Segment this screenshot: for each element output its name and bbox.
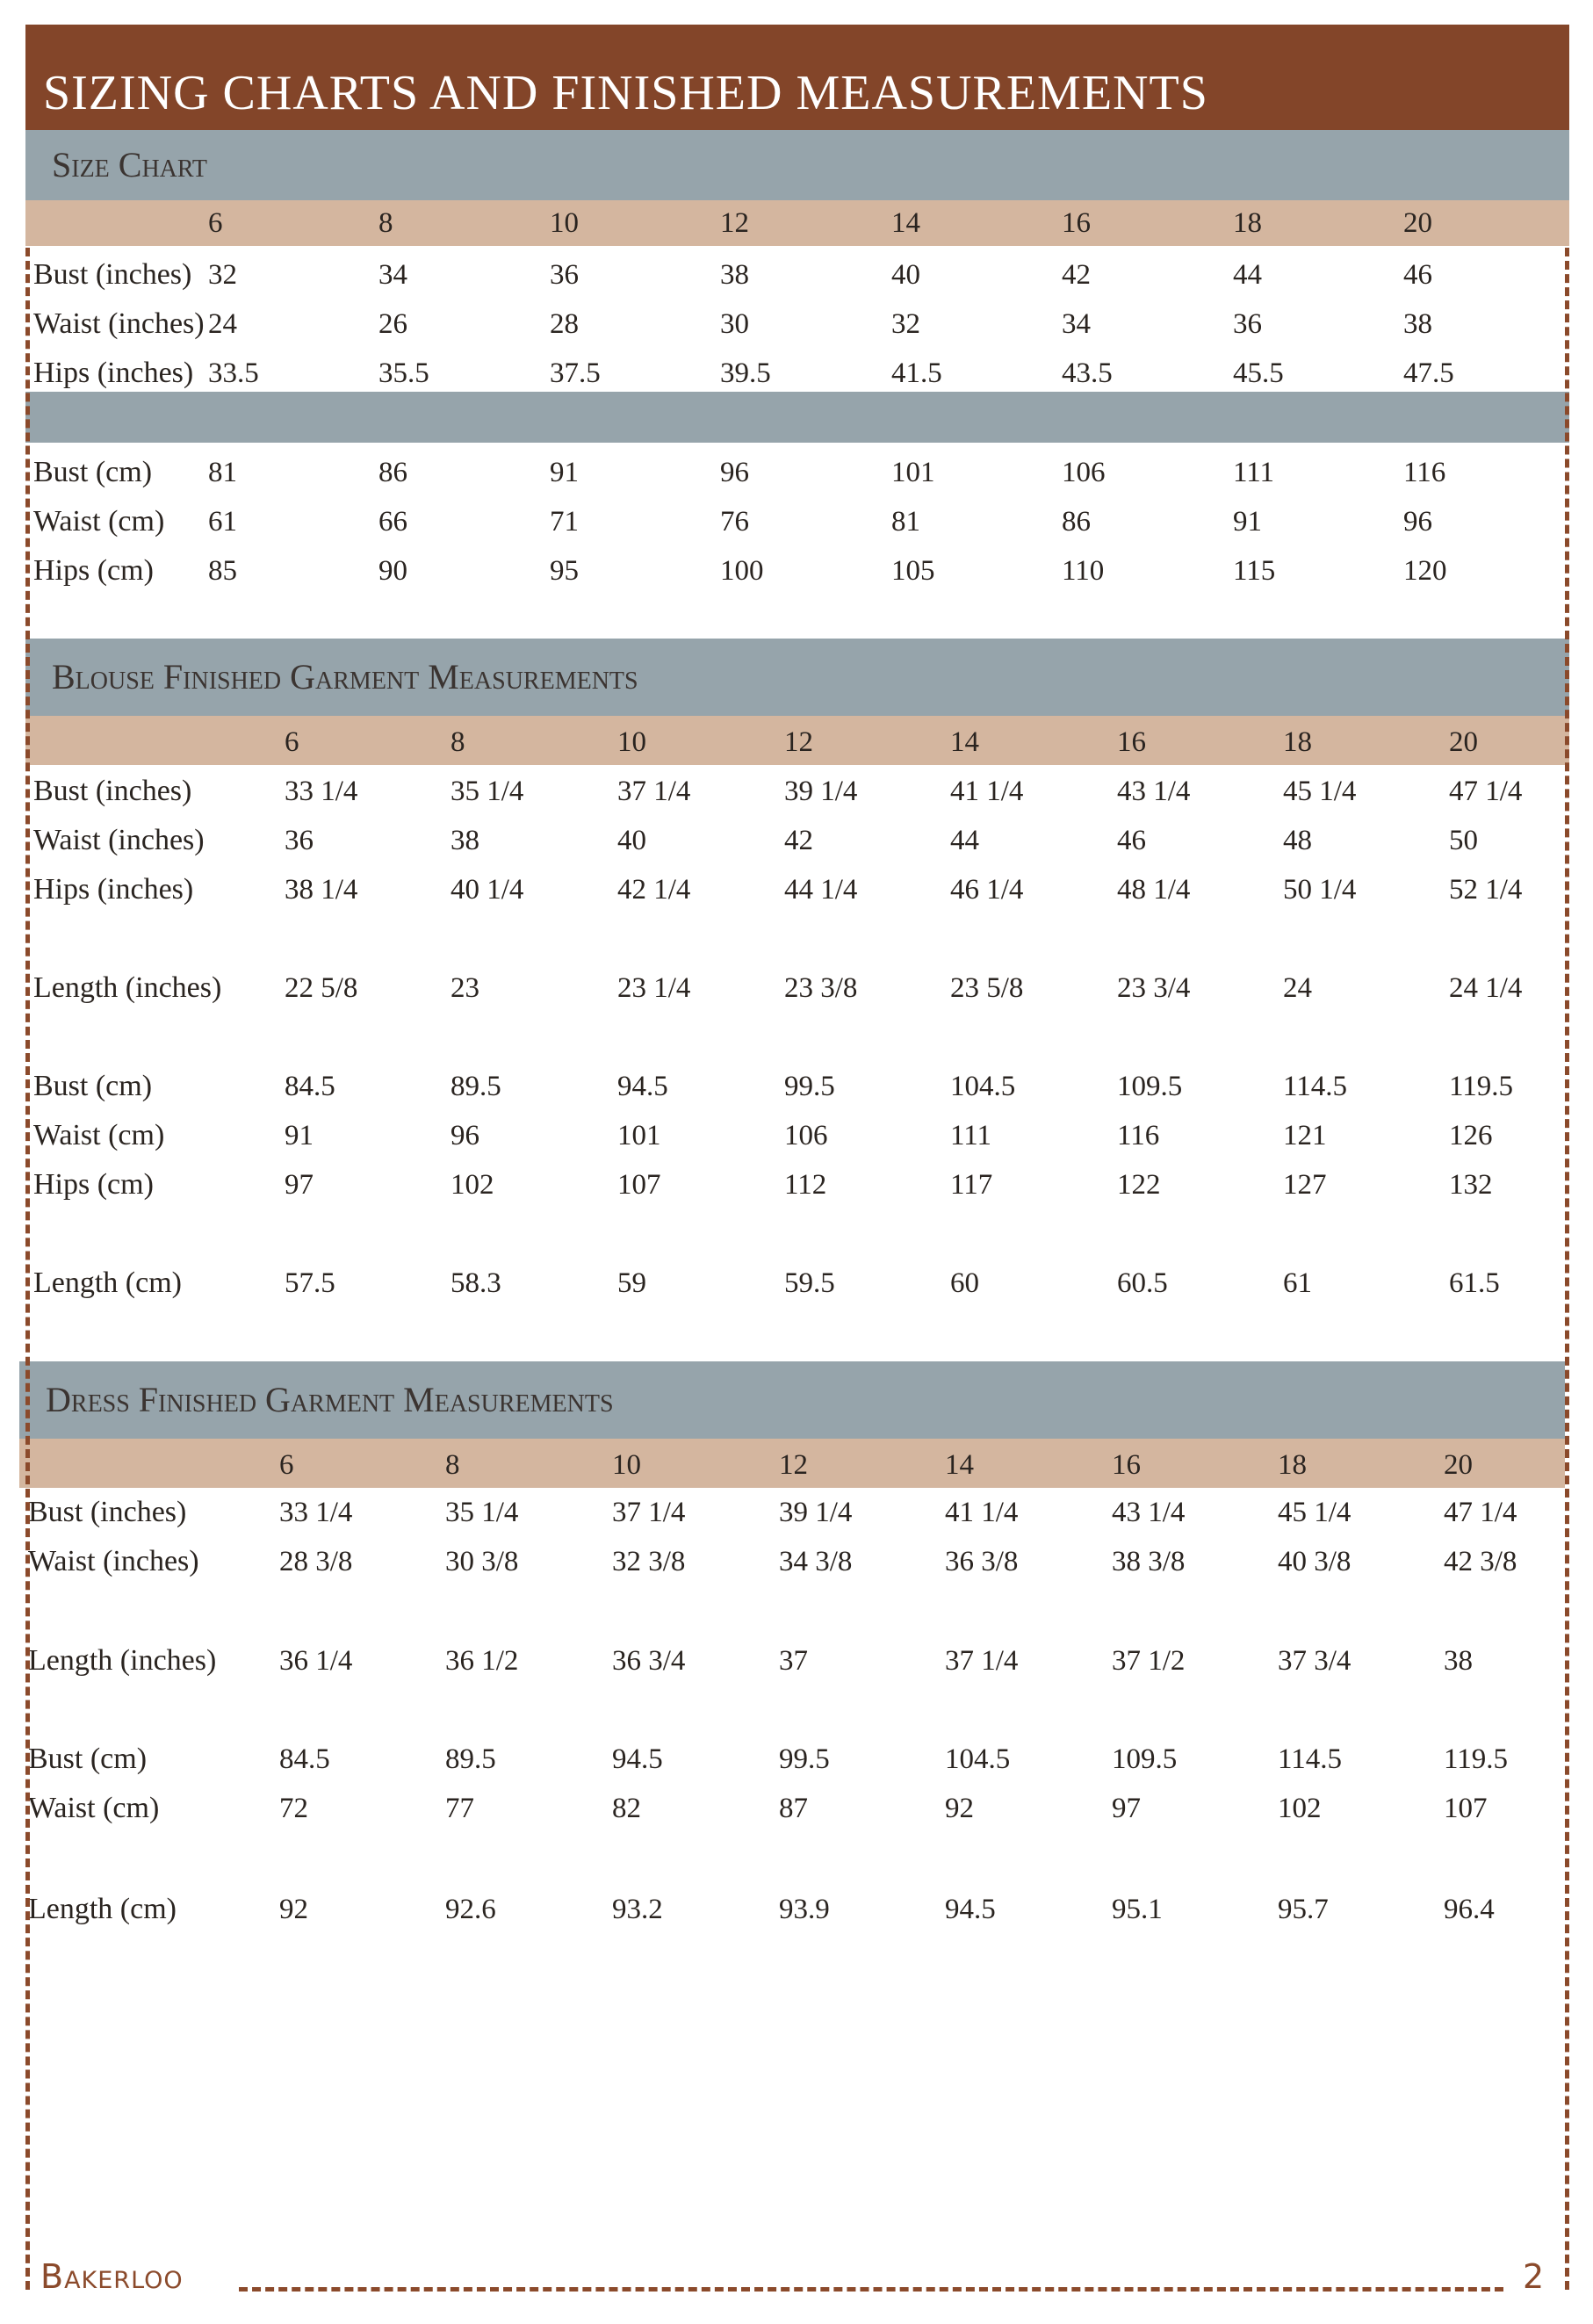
table-cell: 111	[950, 1120, 992, 1151]
size-label: 18	[1278, 1449, 1307, 1481]
table-cell: 47.5	[1403, 357, 1454, 389]
table-cell: 40	[891, 259, 920, 291]
table-cell: 39 1/4	[779, 1497, 853, 1528]
table-cell: 37 1/2	[1112, 1645, 1186, 1677]
table-cell: 101	[891, 457, 935, 488]
table-cell: 91	[550, 457, 579, 488]
page-border-left	[25, 248, 30, 2290]
table-cell: 111	[1233, 457, 1275, 488]
table-cell: 39 1/4	[784, 776, 858, 807]
table-cell: 39.5	[720, 357, 771, 389]
table-cell: 86	[1062, 506, 1091, 538]
size-label: 12	[779, 1449, 808, 1481]
size-label: 6	[208, 207, 223, 239]
table-cell: 59	[617, 1267, 646, 1299]
table-cell: 30	[720, 308, 749, 340]
table-cell: 38 1/4	[285, 874, 358, 906]
table-cell: 87	[779, 1793, 808, 1824]
dress-heading: Dress Finished Garment Measurements	[46, 1380, 614, 1419]
table-cell: 99.5	[784, 1071, 835, 1102]
size-label: 18	[1233, 207, 1262, 239]
size-label: 10	[550, 207, 579, 239]
page-border-right	[1565, 248, 1569, 2290]
table-cell: 24 1/4	[1449, 972, 1523, 1004]
table-cell: 38 3/8	[1112, 1546, 1186, 1577]
table-cell: 121	[1283, 1120, 1327, 1151]
table-cell: 89.5	[451, 1071, 501, 1102]
table-cell: 126	[1449, 1120, 1493, 1151]
table-cell: 57.5	[285, 1267, 335, 1299]
table-cell: 30 3/8	[445, 1546, 519, 1577]
table-cell: 45 1/4	[1278, 1497, 1352, 1528]
table-cell: 42	[784, 825, 813, 856]
size-label: 16	[1117, 726, 1146, 758]
table-cell: 38	[451, 825, 479, 856]
table-cell: 23 1/4	[617, 972, 691, 1004]
dress-header	[19, 1361, 1565, 1439]
size-label: 8	[445, 1449, 460, 1481]
table-cell: 84.5	[285, 1071, 335, 1102]
table-cell: 117	[950, 1169, 993, 1201]
table-cell: 35 1/4	[445, 1497, 519, 1528]
table-cell: 66	[378, 506, 407, 538]
table-cell: 37 1/4	[945, 1645, 1019, 1677]
table-cell: 34	[1062, 308, 1091, 340]
table-cell: 28 3/8	[279, 1546, 353, 1577]
table-cell: 89.5	[445, 1743, 496, 1775]
size-label: 8	[378, 207, 393, 239]
row-label: Bust (inches)	[33, 775, 192, 807]
table-cell: 28	[550, 308, 579, 340]
table-cell: 34	[378, 259, 407, 291]
table-cell: 94.5	[945, 1894, 996, 1925]
table-cell: 120	[1403, 555, 1447, 587]
table-cell: 41 1/4	[950, 776, 1024, 807]
table-cell: 52 1/4	[1449, 874, 1523, 906]
size-chart-size-row	[25, 200, 1569, 246]
table-cell: 32	[891, 308, 920, 340]
table-cell: 72	[279, 1793, 308, 1824]
row-label: Length (inches)	[33, 971, 222, 1004]
table-cell: 109.5	[1112, 1743, 1178, 1775]
table-cell: 36	[1233, 308, 1262, 340]
table-cell: 71	[550, 506, 579, 538]
table-cell: 132	[1449, 1169, 1493, 1201]
table-cell: 116	[1403, 457, 1446, 488]
table-cell: 102	[451, 1169, 494, 1201]
table-cell: 92	[945, 1793, 974, 1824]
table-cell: 112	[784, 1169, 827, 1201]
row-label: Hips (inches)	[33, 357, 194, 389]
table-cell: 41 1/4	[945, 1497, 1019, 1528]
table-cell: 38	[1403, 308, 1432, 340]
table-cell: 36 3/4	[612, 1645, 686, 1677]
size-label: 14	[945, 1449, 974, 1481]
size-label: 8	[451, 726, 465, 758]
size-label: 10	[612, 1449, 641, 1481]
table-cell: 86	[378, 457, 407, 488]
row-label: Waist (inches)	[33, 307, 205, 340]
table-cell: 42	[1062, 259, 1091, 291]
table-cell: 58.3	[451, 1267, 501, 1299]
size-label: 20	[1403, 207, 1432, 239]
table-cell: 101	[617, 1120, 661, 1151]
table-cell: 46 1/4	[950, 874, 1024, 906]
table-cell: 23 3/4	[1117, 972, 1191, 1004]
table-cell: 37 3/4	[1278, 1645, 1352, 1677]
table-cell: 42 1/4	[617, 874, 691, 906]
table-cell: 106	[1062, 457, 1106, 488]
page-number: 2	[1523, 2257, 1545, 2296]
table-cell: 91	[285, 1120, 314, 1151]
table-cell: 82	[612, 1793, 641, 1824]
table-cell: 61	[1283, 1267, 1312, 1299]
table-cell: 36 3/8	[945, 1546, 1019, 1577]
table-cell: 36 1/2	[445, 1645, 519, 1677]
table-cell: 81	[891, 506, 920, 538]
size-label: 18	[1283, 726, 1312, 758]
row-label: Bust (inches)	[33, 258, 192, 291]
table-cell: 33 1/4	[285, 776, 358, 807]
table-cell: 43.5	[1062, 357, 1113, 389]
table-cell: 92	[279, 1894, 308, 1925]
table-cell: 59.5	[784, 1267, 835, 1299]
table-cell: 44	[950, 825, 979, 856]
table-cell: 23 3/8	[784, 972, 858, 1004]
table-cell: 127	[1283, 1169, 1327, 1201]
table-cell: 90	[378, 555, 407, 587]
table-cell: 37.5	[550, 357, 601, 389]
table-cell: 60	[950, 1267, 979, 1299]
table-cell: 33.5	[208, 357, 259, 389]
row-label: Length (inches)	[28, 1644, 217, 1677]
page-border-bottom	[239, 2287, 1503, 2292]
table-cell: 61	[208, 506, 237, 538]
table-cell: 94.5	[617, 1071, 668, 1102]
table-cell: 77	[445, 1793, 474, 1824]
title-bar	[25, 25, 1569, 130]
table-cell: 47 1/4	[1444, 1497, 1517, 1528]
table-cell: 60.5	[1117, 1267, 1168, 1299]
table-cell: 44	[1233, 259, 1262, 291]
table-cell: 97	[285, 1169, 314, 1201]
table-cell: 110	[1062, 555, 1105, 587]
row-label: Waist (cm)	[33, 1119, 165, 1151]
size-label: 16	[1112, 1449, 1141, 1481]
table-cell: 76	[720, 506, 749, 538]
table-cell: 35 1/4	[451, 776, 524, 807]
table-cell: 32	[208, 259, 237, 291]
table-cell: 24	[208, 308, 237, 340]
table-cell: 95	[550, 555, 579, 587]
size-chart-header	[25, 130, 1569, 200]
size-label: 20	[1449, 726, 1478, 758]
table-cell: 96.4	[1444, 1894, 1495, 1925]
table-cell: 23	[451, 972, 479, 1004]
table-cell: 116	[1117, 1120, 1160, 1151]
table-cell: 114.5	[1283, 1071, 1348, 1102]
row-label: Bust (cm)	[33, 456, 153, 488]
table-cell: 96	[451, 1120, 479, 1151]
table-cell: 50	[1449, 825, 1478, 856]
table-cell: 119.5	[1449, 1071, 1514, 1102]
row-label: Length (cm)	[33, 1267, 182, 1299]
table-cell: 100	[720, 555, 764, 587]
row-label: Bust (cm)	[33, 1070, 153, 1102]
row-label: Length (cm)	[28, 1893, 177, 1925]
row-label: Hips (inches)	[33, 873, 194, 906]
table-cell: 44 1/4	[784, 874, 858, 906]
table-cell: 93.9	[779, 1894, 830, 1925]
table-cell: 38	[1444, 1645, 1473, 1677]
footer-brand: Bakerloo	[40, 2257, 184, 2296]
size-label: 6	[279, 1449, 294, 1481]
table-cell: 50 1/4	[1283, 874, 1357, 906]
table-cell: 40 3/8	[1278, 1546, 1352, 1577]
table-cell: 94.5	[612, 1743, 663, 1775]
blouse-heading: Blouse Finished Garment Measurements	[52, 657, 638, 696]
page-title: SIZING CHARTS AND FINISHED MEASUREMENTS	[43, 66, 1208, 120]
table-cell: 40 1/4	[451, 874, 524, 906]
size-label: 14	[950, 726, 979, 758]
table-cell: 114.5	[1278, 1743, 1343, 1775]
row-label: Waist (inches)	[28, 1545, 199, 1577]
table-cell: 61.5	[1449, 1267, 1500, 1299]
table-cell: 36	[285, 825, 314, 856]
table-cell: 45.5	[1233, 357, 1284, 389]
table-cell: 84.5	[279, 1743, 330, 1775]
size-label: 12	[784, 726, 813, 758]
table-cell: 104.5	[945, 1743, 1011, 1775]
table-cell: 36 1/4	[279, 1645, 353, 1677]
size-label: 14	[891, 207, 920, 239]
table-cell: 48	[1283, 825, 1312, 856]
size-label: 20	[1444, 1449, 1473, 1481]
table-cell: 105	[891, 555, 935, 587]
row-label: Waist (cm)	[33, 505, 165, 538]
table-cell: 119.5	[1444, 1743, 1509, 1775]
table-cell: 104.5	[950, 1071, 1016, 1102]
table-cell: 107	[1444, 1793, 1488, 1824]
metric-divider	[25, 392, 1569, 443]
table-cell: 45 1/4	[1283, 776, 1357, 807]
size-label: 10	[617, 726, 646, 758]
table-cell: 95.1	[1112, 1894, 1163, 1925]
table-cell: 99.5	[779, 1743, 830, 1775]
row-label: Hips (cm)	[33, 1168, 154, 1201]
table-cell: 81	[208, 457, 237, 488]
table-cell: 48 1/4	[1117, 874, 1191, 906]
size-chart-heading: Size Chart	[52, 145, 207, 184]
table-cell: 115	[1233, 555, 1276, 587]
table-cell: 95.7	[1278, 1894, 1329, 1925]
table-cell: 96	[1403, 506, 1432, 538]
table-cell: 92.6	[445, 1894, 496, 1925]
table-cell: 122	[1117, 1169, 1161, 1201]
table-cell: 85	[208, 555, 237, 587]
blouse-size-row	[25, 716, 1569, 765]
table-cell: 43 1/4	[1112, 1497, 1186, 1528]
table-cell: 91	[1233, 506, 1262, 538]
table-cell: 47 1/4	[1449, 776, 1523, 807]
table-cell: 46	[1403, 259, 1432, 291]
row-label: Hips (cm)	[33, 554, 154, 587]
blouse-header	[25, 639, 1569, 716]
table-cell: 23 5/8	[950, 972, 1024, 1004]
table-cell: 109.5	[1117, 1071, 1183, 1102]
row-label: Waist (inches)	[33, 824, 205, 856]
table-cell: 40	[617, 825, 646, 856]
table-cell: 33 1/4	[279, 1497, 353, 1528]
table-cell: 22 5/8	[285, 972, 358, 1004]
table-cell: 97	[1112, 1793, 1141, 1824]
table-cell: 102	[1278, 1793, 1322, 1824]
table-cell: 35.5	[378, 357, 429, 389]
table-cell: 37 1/4	[612, 1497, 686, 1528]
table-cell: 34 3/8	[779, 1546, 853, 1577]
table-cell: 38	[720, 259, 749, 291]
table-cell: 42 3/8	[1444, 1546, 1517, 1577]
dress-size-row	[19, 1439, 1565, 1488]
table-cell: 24	[1283, 972, 1312, 1004]
table-cell: 107	[617, 1169, 661, 1201]
table-cell: 43 1/4	[1117, 776, 1191, 807]
size-label: 16	[1062, 207, 1091, 239]
row-label: Waist (cm)	[28, 1792, 160, 1824]
table-cell: 96	[720, 457, 749, 488]
table-cell: 37	[779, 1645, 808, 1677]
table-cell: 93.2	[612, 1894, 663, 1925]
table-cell: 26	[378, 308, 407, 340]
size-label: 12	[720, 207, 749, 239]
size-label: 6	[285, 726, 299, 758]
row-label: Bust (inches)	[28, 1496, 187, 1528]
table-cell: 106	[784, 1120, 828, 1151]
table-cell: 46	[1117, 825, 1146, 856]
table-cell: 36	[550, 259, 579, 291]
table-cell: 32 3/8	[612, 1546, 686, 1577]
row-label: Bust (cm)	[28, 1743, 148, 1775]
table-cell: 41.5	[891, 357, 942, 389]
table-cell: 37 1/4	[617, 776, 691, 807]
